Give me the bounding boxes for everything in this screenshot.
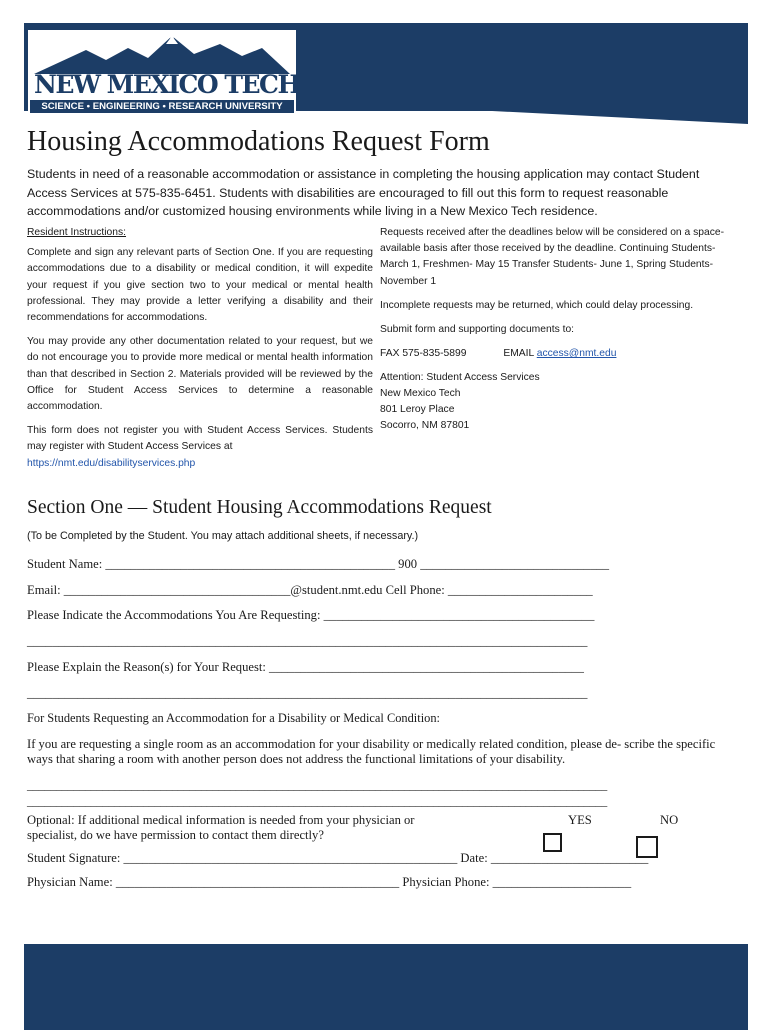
accommodations-field[interactable]: Please Indicate the Accommodations You Are Requesting: ___________________________________________ (27, 608, 595, 622)
disability-heading: For Students Requesting an Accommodation for a Disability or Medical Condition: (27, 711, 440, 725)
nmt-logo (28, 30, 300, 116)
no-label: NO (660, 813, 679, 827)
single-room-continued-field[interactable]: ____________________________________________________________________________________________________ (27, 794, 608, 808)
single-room-field[interactable]: ____________________________________________________________________________________________________ (27, 778, 608, 792)
deadlines-p1: Requests received after the deadlines below will be considered on a space-available basis after those received by the deadline. Continuing Students- March 1, Freshmen- May 15 Transfer Students- June 1, Spring Students- November 1 (380, 227, 725, 287)
yes-label: YES (568, 813, 592, 827)
single-room-instructions: If you are requesting a single room as an accommodation for your disability or medically related condition, please de- scribe the specific ways that sharing a room with another person does not address the functional limitations of your disability. (27, 737, 716, 766)
instructions-label: Resident Instructions: (27, 227, 127, 238)
address-line: Attention: Student Access Services (380, 372, 540, 384)
student-name-field[interactable]: Student Name: ______________________________________________ 900 ______________________________ (27, 557, 610, 571)
instructions-p3: This form does not register you with Student Access Services. Students may register with Student Access Services at (27, 425, 373, 453)
physician-field[interactable]: Physician Name: _____________________________________________ Physician Phone: ______________________ (27, 875, 632, 889)
accommodations-continued-field[interactable]: _________________________________________________________________________________________ (27, 634, 588, 648)
permission-question: Optional: If additional medical information is needed from your physician or specialist, do we have permission to contact them directly? (27, 813, 415, 842)
email-field[interactable]: Email: ____________________________________@student.nmt.edu Cell Phone: _______________________ (27, 583, 593, 597)
yes-checkbox[interactable] (543, 833, 562, 852)
email-label: EMAIL (503, 348, 534, 360)
address-line: 801 Leroy Place (380, 404, 455, 416)
deadlines-p3: Submit form and supporting documents to: (380, 324, 575, 336)
logo-tagline: SCIENCE • ENGINEERING • RESEARCH UNIVERSITY (30, 100, 294, 113)
section-one-note: (To be Completed by the Student. You may attach additional sheets, if necessary.) (27, 530, 419, 542)
signature-field[interactable]: Student Signature: _____________________________________________________ Date: _________________________ (27, 851, 649, 865)
footer-banner (24, 944, 748, 1030)
reasons-continued-field[interactable]: _________________________________________________________________________________________ (27, 686, 588, 700)
deadlines-p2: Incomplete requests may be returned, which could delay processing. (380, 299, 694, 311)
email-link[interactable]: access@nmt.edu (536, 348, 617, 360)
deadline-info (380, 225, 740, 434)
address-line: Socorro, NM 87801 (380, 420, 470, 432)
intro-paragraph: Students in need of a reasonable accommodation or assistance in completing the housing application may contact Student Access Services at 575-835-6451. Students with disabilities are encouraged to fill out this form to request reasonable accommodations and/or customized housing environments while living in a New Mexico Tech residence. (27, 167, 700, 218)
instructions-p1: Complete and sign any relevant parts of Section One. If you are requesting accommodations due to a disability or medical condition, it will expedite your request if you give section two to your medical or mental health professional. They may provide a letter verifying a disability and their recommendations for accommodations. (27, 247, 373, 324)
reasons-field[interactable]: Please Explain the Reason(s) for Your Request: __________________________________________________ (27, 660, 584, 674)
contact-line (380, 346, 740, 362)
page-title: Housing Accommodations Request Form (27, 126, 490, 157)
address-line: New Mexico Tech (380, 388, 461, 400)
logo-name: NEW MEXICO TECH (34, 70, 300, 99)
disability-services-link[interactable]: https://nmt.edu/disabilityservices.php (27, 457, 196, 469)
instructions-p2: You may provide any other documentation related to your request, but we do not encourage you to provide more medical or mental health information than that described in Section 2. Materials provided will be reviewed by the Office for Student Access Services to determine a reasonable accommodation. (27, 336, 373, 413)
mailing-address (380, 370, 740, 434)
resident-instructions (27, 225, 373, 472)
section-one-heading: Section One — Student Housing Accommodations Request (27, 497, 492, 518)
fax-number: FAX 575-835-5899 (380, 348, 467, 360)
